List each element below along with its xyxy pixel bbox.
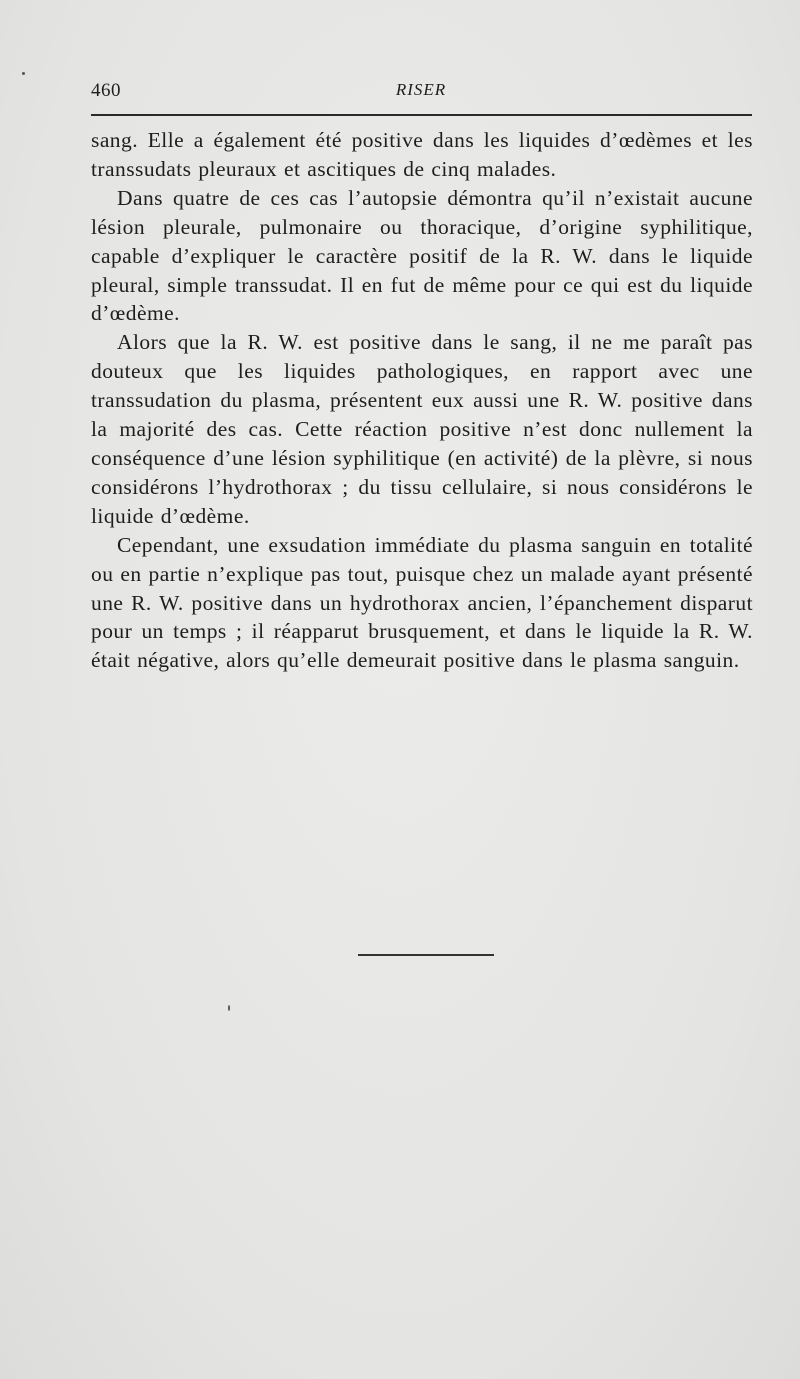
paragraph-4: Cependant, une exsudation immédiate du plasma sanguin en totalité ou en partie n’explique pas tout, puisque chez un malade ayant présenté une R. W. positive dans un hydrothorax ancien, l’épanchement disparut pour un temps ; il réapparut brusquement, et dans le liquide la R. W. était négative, alors qu’elle demeurait positive dans le plasma sanguin. (91, 532, 753, 673)
running-head: RISER (395, 80, 447, 99)
paper-speck (228, 1005, 230, 1011)
page-number: 460 (91, 80, 121, 101)
paragraph-2: Dans quatre de ces cas l’autopsie démontra qu’il n’existait aucune lésion pleurale, pulmonaire ou thoracique, d’origine syphilitique, capable d’expliquer le caractère positif de la R. W. dans le liquide pleural, simple transsudat. Il en fut de même pour ce qui est du liquide d’œdème. (91, 185, 753, 326)
body-text (91, 126, 753, 675)
end-rule (358, 954, 494, 956)
header-rule (91, 114, 752, 116)
paper-speck (22, 72, 25, 75)
paragraph-3: Alors que la R. W. est positive dans le sang, il ne me paraît pas douteux que les liquides pathologiques, en rapport avec une transsudation du plasma, présentent eux aussi une R. W. positive dans la majorité des cas. Cette réaction positive n’est donc nullement la conséquence d’une lésion syphilitique (en activité) de la plèvre, si nous considérons l’hydrothorax ; du tissu cellulaire, si nous considérons le liquide d’œdème. (91, 330, 753, 528)
page-header (91, 80, 751, 110)
paragraph-1: sang. Elle a également été positive dans les liquides d’œdèmes et les transsudats pleuraux et ascitiques de cinq malades. (91, 128, 753, 181)
